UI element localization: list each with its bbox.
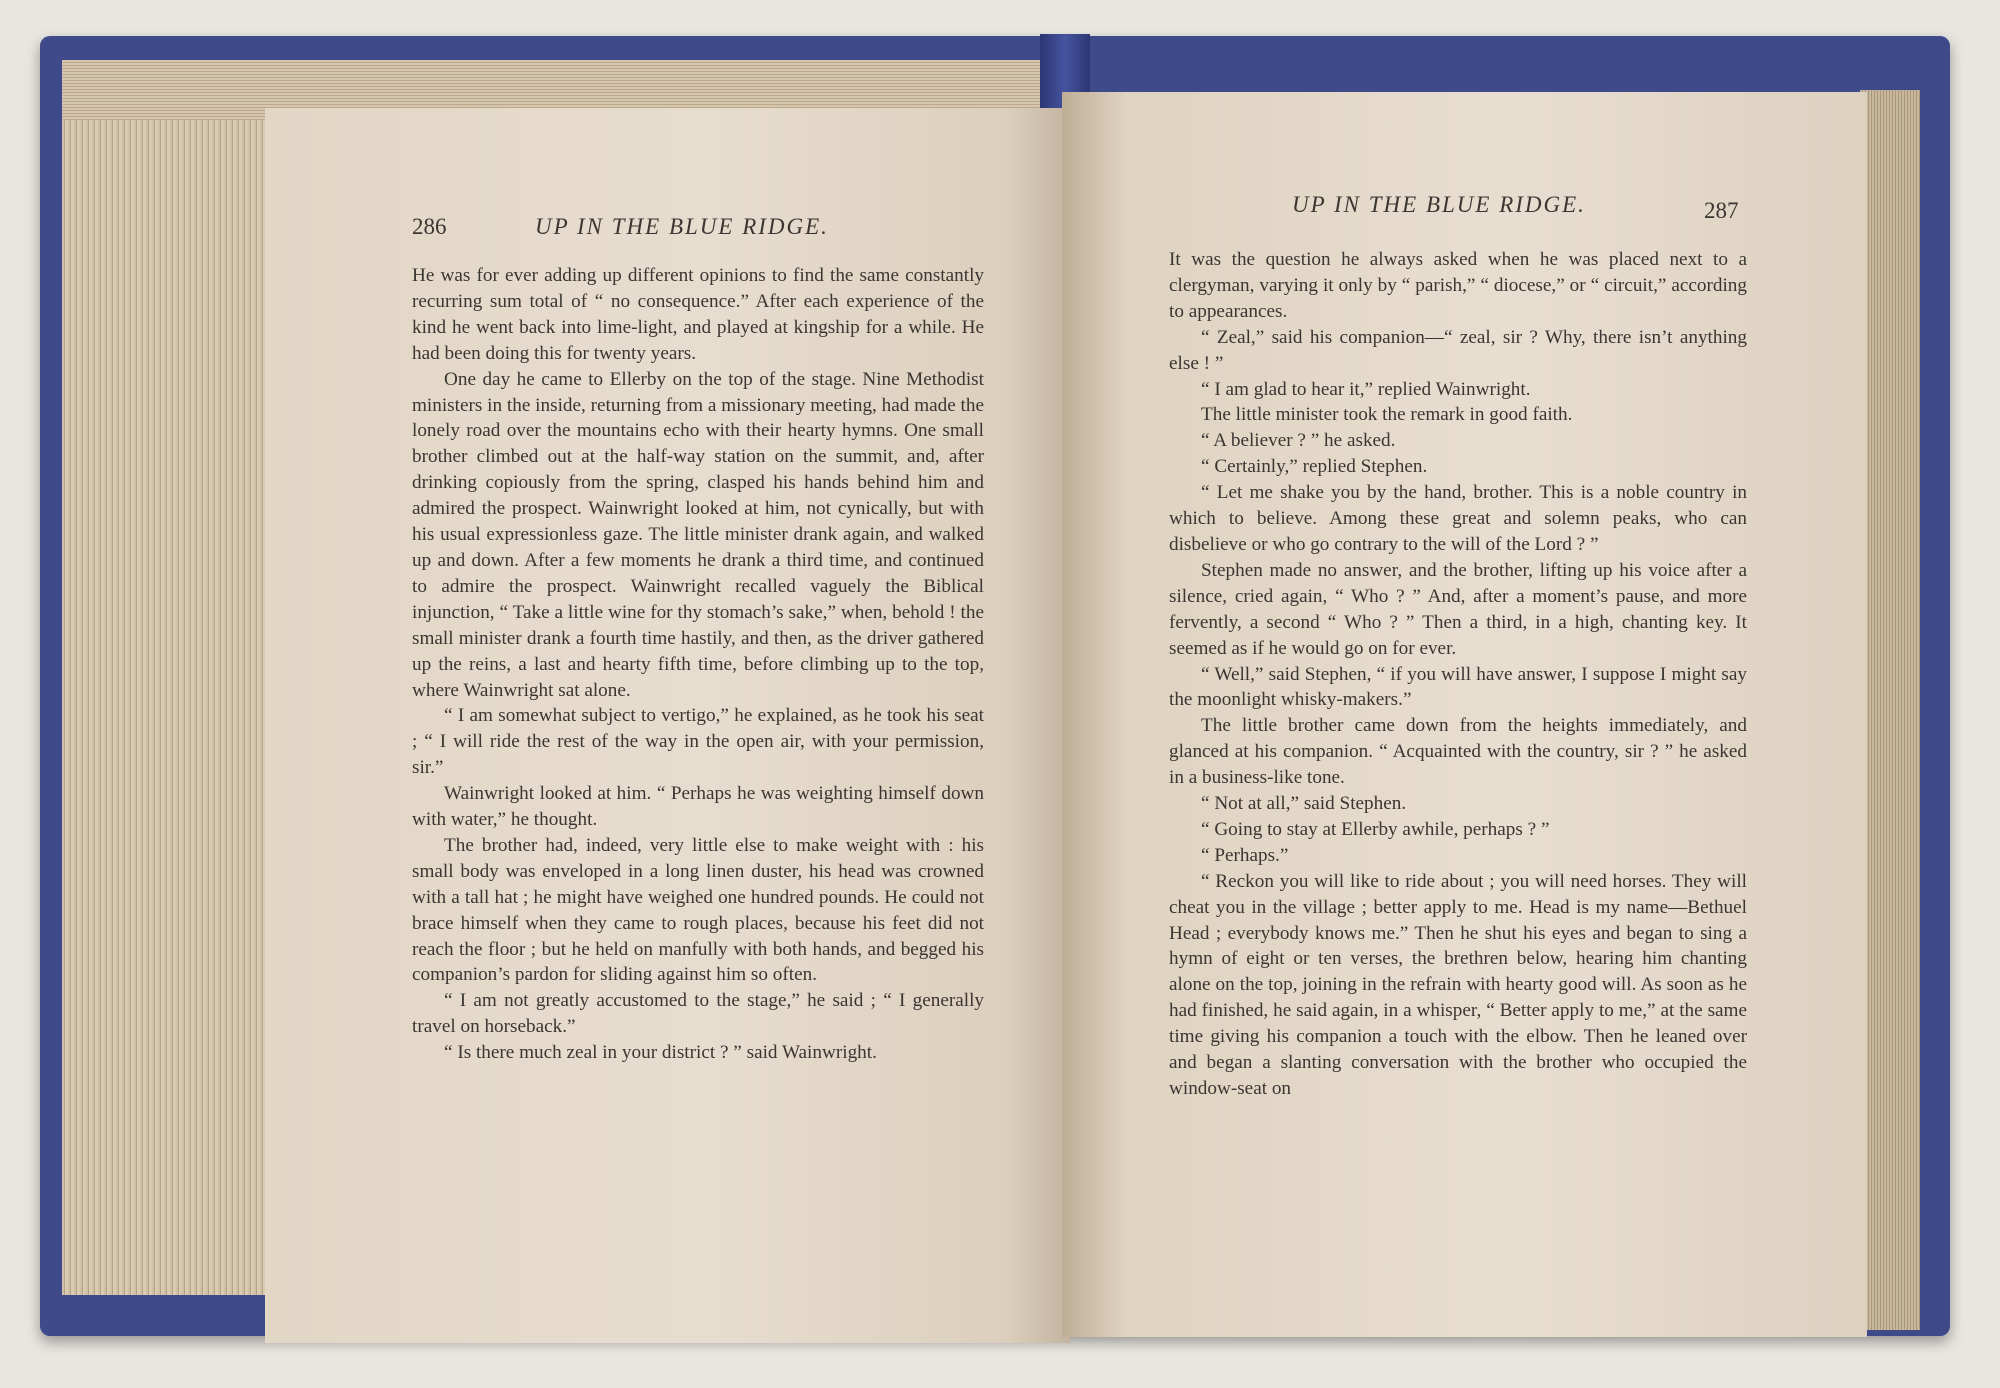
paragraph: “ Well,” said Stephen, “ if you will have answer, I suppose I might say the moonlight whisky-makers.” — [1169, 663, 1747, 711]
paragraph: “ Perhaps.” — [1201, 844, 1289, 866]
paragraph: “ I am not greatly accustomed to the stage,” he said ; “ I generally travel on horseback.” — [412, 990, 984, 1038]
paragraph: “ Going to stay at Ellerby awhile, perhaps ? ” — [1201, 818, 1550, 840]
paragraph: The little minister took the remark in good faith. — [1201, 404, 1573, 426]
paragraph: “ A believer ? ” he asked. — [1201, 430, 1396, 452]
right-running-head: UP IN THE BLUE RIDGE. — [1292, 192, 1586, 217]
left-page-number: 286 — [412, 214, 447, 239]
paragraph: The little brother came down from the heights immediately, and glanced at his companion. “ Acquainted with the country, sir ? ” he asked in a business-like tone. — [1169, 715, 1747, 789]
paragraph: “ Not at all,” said Stephen. — [1201, 793, 1407, 815]
left-page-header — [265, 214, 1070, 248]
paragraph: One day he came to Ellerby on the top of the stage. Nine Methodist ministers in the inside, returning from a missionary meeting, had made the lonely road over the mountains echo with their hearty hymns. One small brother climbed out at the half-way station on the summit, and, after drinking copiously from the spring, clasped his hands behind him and admired the prospect. Wainwright looked at him, not cynically, but with his usual expressionless gaze. The little minister drank again, and walked up and down. After a few moments he drank a third time, and continued to admire the prospect. Wainwright recalled vaguely the Biblical injunction, “ Take a little wine for thy stomach’s sake,” when, behold ! the small minister drank a fourth time hastily, and then, as the driver gathered up the reins, a last and hearty fifth time, before climbing up to the top, where Wainwright sat alone. — [412, 368, 984, 701]
left-running-head: UP IN THE BLUE RIDGE. — [535, 214, 829, 239]
paragraph: Stephen made no answer, and the brother, lifting up his voice after a silence, cried again, “ Who ? ” And, after a moment’s pause, and more fervently, a second “ Who ? ” Then a third, in a high, chanting key. It seemed as if he would go on for ever. — [1169, 559, 1747, 659]
paragraph: “ I am glad to hear it,” replied Wainwright. — [1201, 378, 1531, 400]
paragraph: “ Certainly,” replied Stephen. — [1201, 456, 1428, 478]
paragraph: “ Reckon you will like to ride about ; you will need horses. They will cheat you in the village ; better apply to me. Head is my name—Bethuel Head ; everybody knows me.” Then he shut his eyes and began to sing a hymn of eight or ten verses, the brethren below, hearing him chanting alone on the top, joining in the refrain with hearty good will. As soon as he had finished, he said again, in a whisper, “ Better apply to me,” at the same time giving his companion a touch with the elbow. Then he leaned over and began a slanting conversation with the brother who occupied the window-seat on — [1169, 870, 1747, 1099]
paragraph: “ Let me shake you by the hand, brother. This is a noble country in which to believe. Among these great and solemn peaks, who can disbelieve or who go contrary to the will of the Lord ? ” — [1169, 482, 1747, 555]
paragraph: It was the question he always asked when he was placed next to a clergyman, varying it only by “ parish,” “ diocese,” or “ circuit,” according to appearances. — [1169, 249, 1747, 322]
paragraph: “ Is there much zeal in your district ? ” said Wainwright. — [444, 1042, 877, 1064]
paragraph: He was for ever adding up different opinions to find the same constantly recurring sum total of “ no consequence.” After each experience of the kind he went back into lime-light, and played at kingship for a while. He had been doing this for twenty years. — [412, 265, 984, 364]
paragraph: “ I am somewhat subject to vertigo,” he explained, as he took his seat ; “ I will ride the rest of the way in the open air, with your permission, sir.” — [412, 705, 984, 779]
paragraph: The brother had, indeed, very little else to make weight with : his small body was enveloped in a long linen duster, his head was crowned with a tall hat ; he might have weighed one hundred pounds. He could not brace himself when they came to rough places, because his feet did not reach the floor ; but he held on manfully with both hands, and begged his companion’s pardon for sliding against him so often. — [412, 834, 984, 986]
left-page — [265, 108, 1070, 1343]
paragraph: “ Zeal,” said his companion—“ zeal, sir ? Why, there isn’t anything else ! ” — [1169, 326, 1747, 374]
right-page-number: 287 — [1704, 198, 1739, 223]
paragraph: Wainwright looked at him. “ Perhaps he was weighting himself down with water,” he thought. — [412, 783, 984, 831]
page-edges-left — [62, 60, 282, 1295]
left-page-text — [412, 263, 984, 1066]
page-edges-right — [1860, 90, 1920, 1330]
right-page — [1062, 92, 1867, 1337]
right-page-header — [1062, 192, 1867, 232]
right-page-text — [1169, 247, 1747, 1102]
